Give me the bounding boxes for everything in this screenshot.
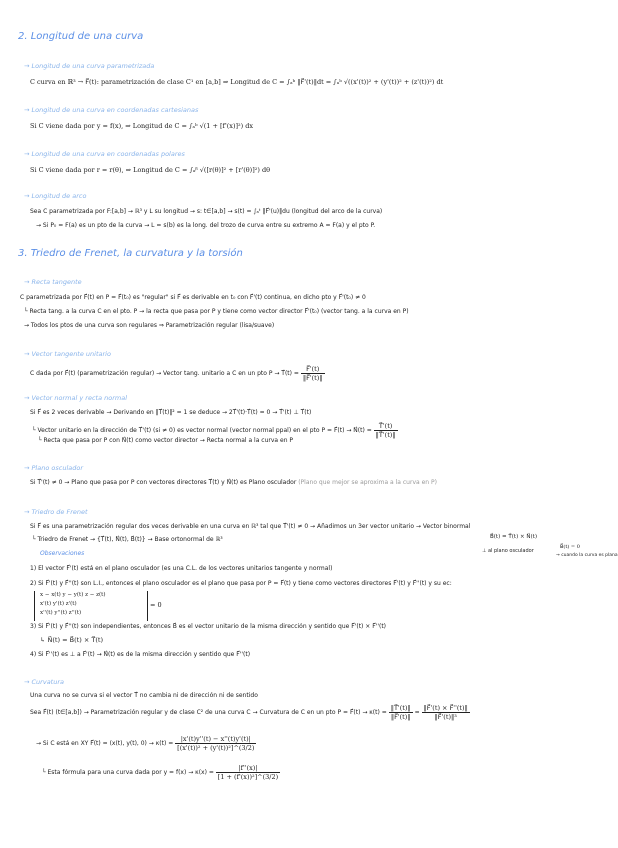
regular-param-note: → Todos los ptos de una curva son regulares ⇒ Parametrización regular (lisa/suave) [24, 322, 275, 329]
section-3-title: 3. Triedro de Frenet, la curvatura y la torsión [18, 248, 243, 259]
curvature-function-fraction [216, 764, 280, 781]
curvature-denominator-1: ‖F⃗'(t)‖ [390, 713, 411, 721]
determinant-row-2: x'(t) y'(t) z'(t) [40, 601, 77, 607]
binormal-definition: Si F⃗ es una parametrización regular dos veces derivable en una curva en ℝ³ tal que T⃗'(t) ≠ 0 → Añadimos un 3er vector unitario → Vector binormal [30, 523, 471, 530]
normal-vector-denominator: ‖T⃗'(t)‖ [375, 431, 396, 439]
determinant [34, 591, 148, 621]
arc-length-note: → Si P₀ = F(a) es un pto de la curva → L = s(b) es la long. del trozo de curva entre su extremo A = F(a) y el pto P. [36, 222, 376, 229]
unit-tangent-numerator: F⃗'(t) [301, 365, 325, 374]
observation-4: 4) Si F⃗''(t) es ⊥ a F⃗'(t) → N⃗(t) es de la misma dirección y sentido que F⃗''(t) [30, 651, 251, 658]
unit-tangent-denominator: ‖F⃗'(t)‖ [302, 374, 323, 382]
curvature-denominator-2: ‖F⃗'(t)‖³ [434, 713, 457, 721]
curvature-function-formula [42, 764, 280, 781]
cartesian-length-heading: → Longitud de una curva en coordenadas cartesianas [24, 106, 199, 114]
param-length-heading: → Longitud de una curva parametrizada [24, 62, 155, 70]
observation-2: 2) Si F⃗'(t) y F⃗''(t) son L.I., entonces el plano osculador es el plano que pasa por P = F⃗(t) y tiene como vectores directores F⃗'(t) y F⃗''(t) y su ec: [30, 580, 452, 587]
determinant-row-3: x''(t) y''(t) z''(t) [40, 610, 82, 616]
curvature-numerator-1: ‖T⃗'(t)‖ [390, 704, 411, 712]
tangent-line-definition: └ Recta tang. a la curva C en el pto. P → la recta que pasa por P y tiene como vector director F⃗'(t₀) (vector tang. a la curva en P) [24, 308, 409, 315]
tangent-line-heading: → Recta tangente [24, 278, 82, 286]
osculating-plane-heading: → Plano osculador [24, 464, 84, 472]
polar-length-formula: Si C viene dada por r = r(θ), ⇒ Longitud de C = ∫ₐᵝ √([r(θ)]² + [r'(θ)]²) dθ [30, 166, 271, 174]
unit-tangent-heading: → Vector tangente unitario [24, 350, 111, 358]
normal-vector-fraction [374, 422, 398, 439]
planar-curve-note: → cuando la curva es plana [556, 553, 618, 558]
curvature-plane-fraction [175, 735, 256, 752]
observation-3-normal: ↳ N⃗(t) = B⃗(t) × T⃗(t) [40, 636, 104, 644]
curvature-fraction-1 [389, 704, 413, 721]
unit-tangent-text: C dada por F⃗(t) (parametrización regular) → Vector tang. unitario a C en un pto P → T⃗(t) = [30, 370, 299, 377]
normal-vector-numerator: T⃗'(t) [374, 422, 398, 431]
curvature-function-denominator: [1 + (f'(x))²]^(3/2) [217, 773, 279, 781]
frenet-basis: └ Triedro de Frenet → {T⃗(t), N⃗(t), B⃗(t)} → Base ortonormal de ℝ³ [32, 536, 223, 543]
curvature-plane-numerator: |x'(t)y''(t) − x''(t)y'(t)| [175, 735, 256, 744]
arc-length-heading: → Longitud de arco [24, 192, 87, 200]
unit-tangent-fraction [301, 365, 325, 382]
curvature-function-numerator: |f''(x)| [216, 764, 280, 773]
curvature-formula [30, 704, 470, 721]
curvature-numerator-2: ‖F⃗'(t) × F⃗''(t)‖ [423, 704, 468, 712]
curvature-fraction-2 [422, 704, 470, 721]
observation-1: 1) El vector F⃗'(t) está en el plano osculador (es una C.L. de los vectores unitarios tangente y normal) [30, 565, 333, 572]
binormal-perp-note: ⊥ al plano osculador [482, 548, 534, 554]
curvature-plane-text: → Si C está en XY F⃗(t) = (x(t), y(t), 0) → κ(t) = [36, 740, 174, 747]
curvature-intro: Una curva no se curva si el vector T⃗ no cambia ni de dirección ni de sentido [30, 692, 258, 699]
curvature-plane-denominator: [(x'(t))² + (y'(t))²]^(3/2) [177, 744, 255, 752]
unit-tangent-formula [30, 365, 325, 382]
normal-vector-text: └ Vector unitario en la dirección de T⃗'(t) (si ≠ 0) es vector normal (vector normal ppal) en el pto P = F⃗(t) → N⃗(t) = [32, 427, 372, 434]
curvature-plane-formula [36, 735, 256, 752]
arc-length-definition: Sea C parametrizada por F:[a,b] → ℝ³ y L su longitud → s: t∈[a,b] → s(t) = ∫ₐᵗ ‖F⃗'(u)‖du (longitud del arco de la curva) [30, 208, 383, 215]
osculating-plane-text: Si T⃗'(t) ≠ 0 → Plano que pasa por P con vectores directores T⃗(t) y N⃗(t) es Plano osculador [30, 479, 297, 486]
normal-heading: → Vector normal y recta normal [24, 394, 128, 402]
osculating-plane-definition [30, 479, 437, 486]
determinant-row-1: x − x(t) y − y(t) z − z(t) [40, 592, 106, 598]
observation-3: 3) Si F⃗'(t) y F⃗''(t) son independientes, entonces B⃗ es el vector unitario de la misma dirección y sentido que F⃗'(t) × F⃗''(t) [30, 623, 387, 630]
normal-line-definition: └ Recta que pasa por P con N⃗(t) como vector director → Recta normal a la curva en P [38, 437, 294, 444]
binormal-cross-product: B⃗(t) = T⃗(t) × N⃗(t) [490, 534, 537, 540]
polar-length-heading: → Longitud de una curva en coordenadas polares [24, 150, 185, 158]
cartesian-length-formula: Si C viene dada por y = f(x), ⇒ Longitud de C = ∫ₐᵇ √(1 + [f'(x)]²) dx [30, 122, 254, 130]
section-2-title: 2. Longitud de una curva [18, 31, 144, 42]
observations-heading: Observaciones [40, 550, 85, 557]
frenet-heading: → Triedro de Frenet [24, 508, 88, 516]
determinant-equals-zero: = 0 [150, 601, 162, 609]
binormal-zero: B⃗(t) = 0 [560, 544, 580, 550]
curvature-heading: → Curvatura [24, 678, 64, 686]
curvature-function-text: └ Esta fórmula para una curva dada por y = f(x) → κ(x) = [42, 769, 214, 776]
osculating-plane-note: (Plano que mejor se aproxima a la curva en P) [298, 479, 437, 486]
normal-derivation: Si F⃗ es 2 veces derivable → Derivando en ‖T⃗(t)‖² = 1 se deduce → 2T⃗'(t)·T⃗(t) = 0 → T⃗'(t) ⊥ T⃗(t) [30, 409, 312, 416]
regular-definition: C parametrizada por F⃗(t) en P = F⃗(t₀) es "regular" si F⃗ es derivable en t₀ con F⃗'(t) continua, en dicho pto y F⃗'(t₀) ≠ 0 [20, 294, 366, 301]
param-length-formula: C curva en ℝ³ → F⃗(t): parametrización de clase C¹ en [a,b] ⇒ Longitud de C = ∫ₐᵇ ‖F⃗'(t)‖dt = ∫ₐᵇ √((x'(t))² + (y'(t))² + (z'(t))²) dt [30, 78, 444, 86]
curvature-equals: = [414, 709, 420, 716]
curvature-text: Sea F⃗(t) (t∈[a,b]) → Parametrización regular y de clase C² de una curva C → Curvatura de C en un pto P = F⃗(t) → κ(t) = [30, 709, 387, 716]
